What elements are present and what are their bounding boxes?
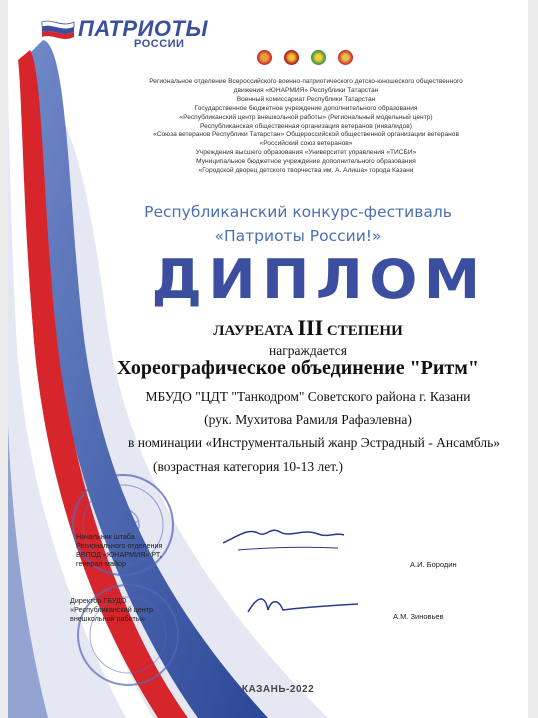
- contest-line-2: «Патриоты России!»: [214, 227, 382, 245]
- city-year-footer: КАЗАНЬ-2022: [241, 684, 315, 695]
- signature-name-2: А.М. Зиновьев: [393, 612, 444, 621]
- degree-roman: III: [297, 315, 324, 340]
- organizer-line: «Союза ветеранов Республики Татарстан» Общероссийской общественной организации ветеранов: [153, 131, 459, 139]
- degree-prefix: ЛАУРЕАТА: [213, 323, 298, 339]
- organizer-line: Учреждения высшего образования «Университет управления «ТИСБИ»: [195, 149, 417, 157]
- flag-logo-icon: [40, 18, 76, 40]
- organizer-line: «Республиканский центр внешкольной работы» (Региональный модельный центр): [179, 113, 433, 121]
- organizer-line: «Городской дворец детского творчества им. А. Алиша» города Казани: [198, 167, 414, 175]
- group-name: Хореографическое объединение "Ритм": [117, 357, 479, 379]
- contest-line-1: Республиканский конкурс-фестиваль: [144, 203, 452, 221]
- organizers-list: [126, 78, 486, 176]
- degree-suffix: СТЕПЕНИ: [323, 323, 403, 339]
- logo-subtitle: РОССИИ: [134, 38, 185, 50]
- logo-wordmark: ПАТРИОТЫ: [78, 16, 208, 41]
- emblem-row: [257, 50, 353, 65]
- organizer-line: движения «ЮНАРМИЯ» Республики Татарстан: [233, 86, 379, 94]
- organizer-line: Республиканская общественная организация ветеранов (инвалидов): [200, 122, 412, 130]
- signature-title-2: Директор ГБУДО «Республиканский центр внешкольной работы»: [70, 596, 153, 623]
- laureate-degree: [68, 315, 528, 341]
- signature-zinovyev-icon: [243, 590, 363, 620]
- signature-name-1: А.И. Бородин: [410, 560, 457, 569]
- leader-text: (рук. Мухитова Рамиля Рафаэлевна): [204, 412, 412, 427]
- tatarstan-emblem-icon: [311, 50, 326, 65]
- nomination-text: в номинации «Инструментальный жанр Эстрадный - Ансамбль»: [127, 435, 500, 450]
- awarded-text: награждается: [269, 343, 347, 358]
- veterans-emblem-icon: [338, 50, 353, 65]
- diploma-title: ДИПЛОМ: [151, 248, 487, 311]
- diploma-sheet: [8, 0, 528, 718]
- age-category-text: (возрастная категория 10-13 лет.): [152, 459, 344, 474]
- institution-text: МБУДО "ЦДТ "Танкодром" Советского района г. Казани: [145, 389, 471, 404]
- organizer-line: Региональное отделение Всероссийского военно-патриотического детско-юношеского общественного: [149, 78, 463, 85]
- organizer-line: Муниципальное бюджетное учреждение дополнительного образования: [196, 158, 416, 166]
- organizer-line: «Российский союз ветеранов»: [259, 140, 353, 148]
- star-emblem-icon: [284, 50, 299, 65]
- organizer-line: Государственное бюджетное учреждение дополнительного образования: [194, 104, 418, 112]
- signature-borodin-icon: [218, 518, 348, 558]
- contest-title: [88, 200, 508, 248]
- organizer-line: Военный комиссариат Республики Татарстан: [236, 95, 376, 103]
- signature-title-1: Начальник штаба Регионального отделения ВВПОД «ЮНАРМИЯ» РТ, генерал-майор: [76, 532, 163, 568]
- yunarmiya-emblem-icon: [257, 50, 272, 65]
